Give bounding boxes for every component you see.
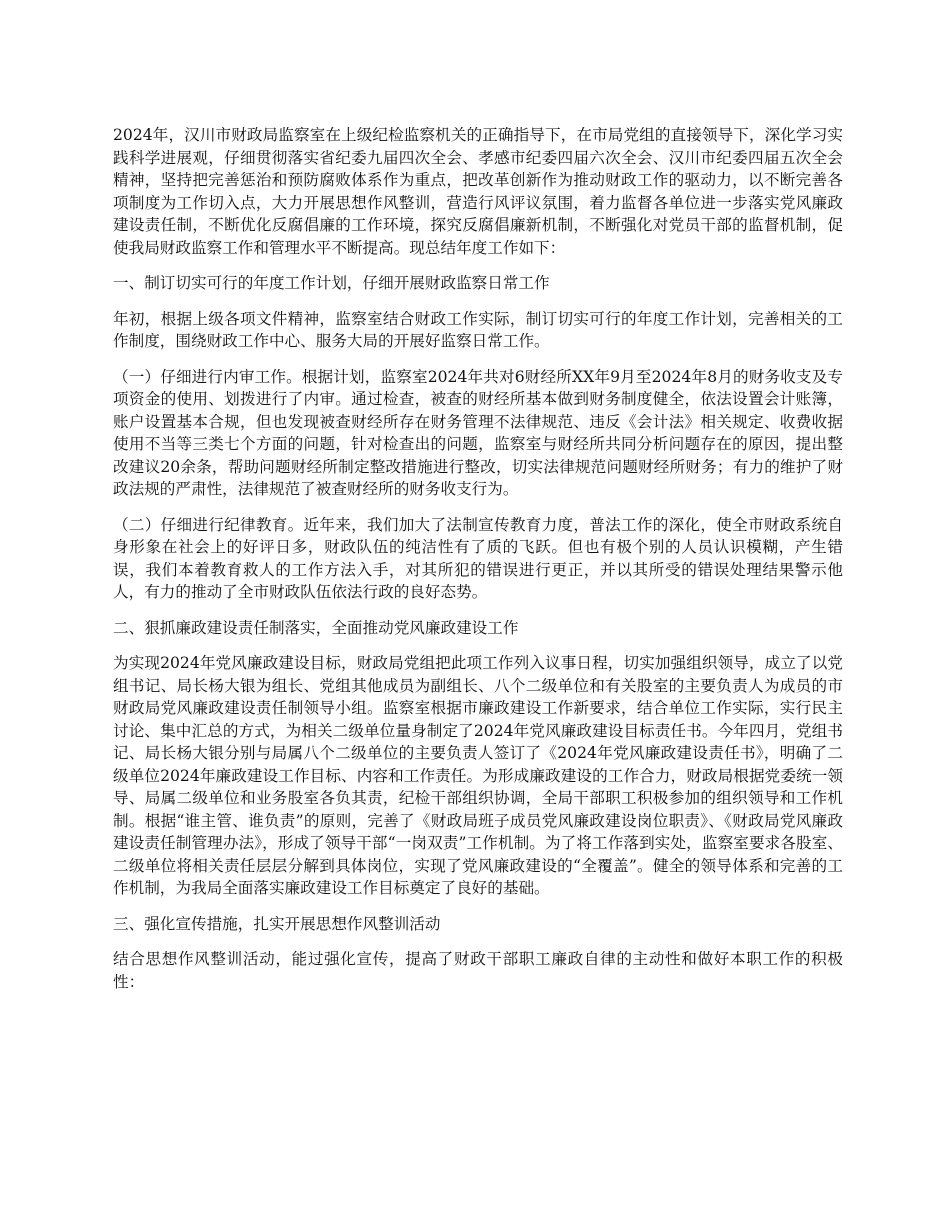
responsibility-system-paragraph: 为实现2024年党风廉政建设目标，财政局党组把此项工作列入议事日程，切实加强组织领导，成立了以党组书记、局长杨大银为组长、党组其他成员为副组长、八个二级单位和有关股室的主要负责人为成员的市财政局党风廉政建设责任制领导小组。监察室根据市廉政建设工作新要求，结合单位工作实际，实行民主讨论、集中汇总的方式，为相关二级单位量身制定了2024年党风廉政建设目标责任书。今年四月，党组书记、局长杨大银分别与局属八个二级单位的主要负责人签订了《2024年党风廉政建设责任书》，明确了二级单位2024年廉政建设工作目标、内容和工作责任。为形成廉政建设的工作合力，财政局根据党委统一领导、局属二级单位和业务股室各负其责，纪检干部组织协调，全局干部职工积极参加的组织领导和工作机制。根据“谁主管、谁负责”的原则，完善了《财政局班子成员党风廉政建设岗位职责》、《财政局党风廉政建设责任制管理办法》，形成了领导干部“一岗双责”工作机制。为了将工作落到实处，监察室要求各股室、二级单位将相关责任层层分解到具体岗位，实现了党风廉政建设的“全覆盖”。健全的领导体系和完善的工作机制，为我局全面落实廉政建设工作目标奠定了良好的基础。 (113, 654, 843, 897)
intro-paragraph: 2024年，汉川市财政局监察室在上级纪检监察机关的正确指导下，在市局党组的直接领导下，深化学习实践科学进展观，仔细贯彻落实省纪委九届四次全会、孝感市纪委四届六次全会、汉川市纪委四届五次全会精神，坚持把完善惩治和预防腐败体系作为重点，把改革创新作为推动财政工作的驱动力，以不断完善各项制度为工作切入点，大力开展思想作风整训，营造行风评议氛围，着力监督各单位进一步落实党风廉政建设责任制，不断优化反腐倡廉的工作环境，探究反腐倡廉新机制，不断强化对党员干部的监督机制，促使我局财政监察工作和管理水平不断提高。现总结年度工作如下： (113, 126, 843, 257)
section-heading-2: 二、狠抓廉政建设责任制落实，全面推动党风廉政建设工作 (113, 618, 519, 637)
section-heading-3: 三、强化宣传措施，扎实开展思想作风整训活动 (113, 914, 441, 933)
section-1-intro-paragraph: 年初，根据上级各项文件精神，监察室结合财政工作实际，制订切实可行的年度工作计划，完善相关的工作制度，围绕财政工作中心、服务大局的开展好监察日常工作。 (113, 309, 843, 350)
publicity-paragraph: 结合思想作风整训活动，能过强化宣传，提高了财政干部职工廉政自律的主动性和做好本职工作的积极性： (113, 950, 843, 991)
section-heading-1: 一、制订切实可行的年度工作计划，仔细开展财政监察日常工作 (113, 274, 550, 292)
discipline-education-paragraph: （二）仔细进行纪律教育。近年来，我们加大了法制宣传教育力度，普法工作的深化，使全市财政系统自身形象在社会上的好评日多，财政队伍的纯洁性有了质的飞跃。但也有极个别的人员认识模糊，产生错误，我们本着教育救人的工作方法入手，对其所犯的错误进行更正，并以其所受的错误处理结果警示他人，有力的推动了全市财政队伍依法行政的良好态势。 (113, 515, 843, 601)
document-page (113, 124, 843, 1006)
internal-audit-paragraph: （一）仔细进行内审工作。根据计划，监察室2024年共对6财经所XX年9月至2024年8月的财务收支及专项资金的使用、划拨进行了内审。通过检查，被查的财经所基本做到财务制度健全，依法设置会计账簿，账户设置基本合规，但也发现被查财经所存在财务管理不法律规范、违反《会计法》相关规定、收费收据使用不当等三类七个方面的问题，针对检查出的问题，监察室与财经所共同分析问题存在的原因，提出整改建议20余条，帮助问题财经所制定整改措施进行整改，切实法律规范问题财经所财务；有力的维护了财政法规的严肃性，法律规范了被查财经所的财务收支行为。 (113, 367, 843, 498)
